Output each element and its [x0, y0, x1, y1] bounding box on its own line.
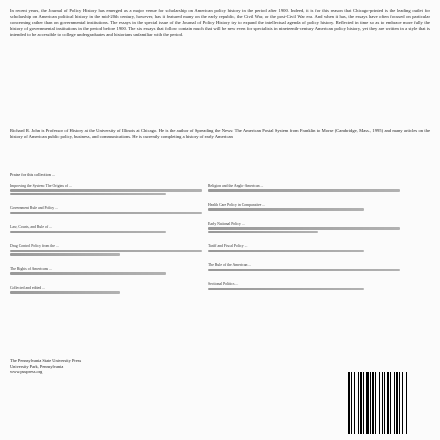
contents-entry	[208, 244, 408, 252]
author-bio	[10, 128, 430, 140]
description-block	[10, 8, 430, 41]
text-line	[10, 231, 166, 234]
publisher-website: www.psupress.org	[10, 369, 43, 375]
contents-entry-text: Law, Courts, and Rule of ...	[10, 225, 52, 230]
contents-columns	[10, 184, 430, 334]
contents-entry	[208, 263, 408, 271]
praise-heading: Praise for this collection ...	[10, 172, 56, 177]
publisher-block	[10, 358, 230, 375]
text-line	[10, 253, 120, 256]
contents-entry	[10, 206, 210, 214]
contents-entry-text: Tariff and Fiscal Policy ...	[208, 244, 248, 249]
text-line	[10, 291, 120, 294]
text-line	[208, 227, 400, 230]
text-line	[208, 189, 400, 192]
contents-entry-text: Sectional Politics ...	[208, 282, 239, 287]
publisher-address: University Park, Pennsylvania	[10, 363, 64, 369]
contents-entry-text: Government Rule and Policy ...	[10, 206, 58, 211]
contents-entry-text: The Rights of Americans ...	[10, 266, 52, 271]
contents-entry	[208, 184, 408, 192]
text-line	[10, 189, 202, 192]
contents-entry-text: Religion and the Anglo-American ...	[208, 184, 264, 188]
contents-entry	[10, 184, 210, 195]
contents-entry-text: Improving the System: The Origins of ...	[10, 184, 72, 188]
text-line	[10, 272, 166, 275]
contents-right-column	[208, 184, 408, 301]
isbn-barcode	[348, 372, 432, 434]
contents-entry-text: Collected and edited ...	[10, 285, 46, 290]
text-line	[208, 231, 318, 234]
contents-left-column	[10, 184, 210, 305]
contents-entry	[10, 286, 210, 294]
text-line	[208, 208, 364, 211]
text-line	[10, 193, 166, 196]
contents-entry	[208, 203, 408, 211]
text-line	[208, 288, 364, 291]
contents-entry	[10, 225, 210, 233]
text-line	[10, 212, 202, 215]
contents-entry	[208, 222, 408, 233]
contents-entry-text: Drug Control Policy from the ...	[10, 244, 59, 249]
contents-entry	[10, 267, 210, 275]
contents-entry-text: Early National Policy ...	[208, 221, 245, 226]
text-line	[208, 269, 400, 272]
publisher-name: The Pennsylvania State University Press	[10, 358, 82, 363]
text-line	[10, 250, 202, 253]
contents-entry-text: Health Care Policy in Comparative ...	[208, 202, 266, 207]
description-paragraph: In recent years, the Journal of Policy History has emerged as a major venue for scholarship on American policy history in the period after 1900. Indeed, it is for this reason that Chicago-printed is the leading outlet for scholarship on American political history in the mid-20th century, however, has it featured many on the early republic, the Civil War, or the post-Civil War era. And when it has, the essays have often focused on particular concerning rather than on governmental institutions. The essays in the special issue of the Journal of Policy History try to expand the intellectual agenda of policy history. Reflected in time so as to embrace more fully the history of governmental institutions in the period before 1900. The six essays that follow contain much that will be new even for specialists in nineteenth-century American policy history, yet they are written in a style that is intended to be accessible to college undergraduates and historians unfamiliar with the period.	[10, 8, 430, 38]
text-line	[208, 250, 364, 253]
barcode-stripe	[407, 372, 408, 434]
contents-entry	[208, 282, 408, 290]
contents-entry	[10, 244, 210, 255]
contents-entry-text: The Rule of the American ...	[208, 263, 252, 268]
author-bio-text: Richard R. John is Professor of History at the University of Illinois at Chicago. He is the author of Spreading the News: The American Postal System from Franklin to Morse (Cambridge, Mass., 1995) and many articles on the history of American public policy, business, and communications. He is currently completing a history of early American	[10, 128, 430, 140]
